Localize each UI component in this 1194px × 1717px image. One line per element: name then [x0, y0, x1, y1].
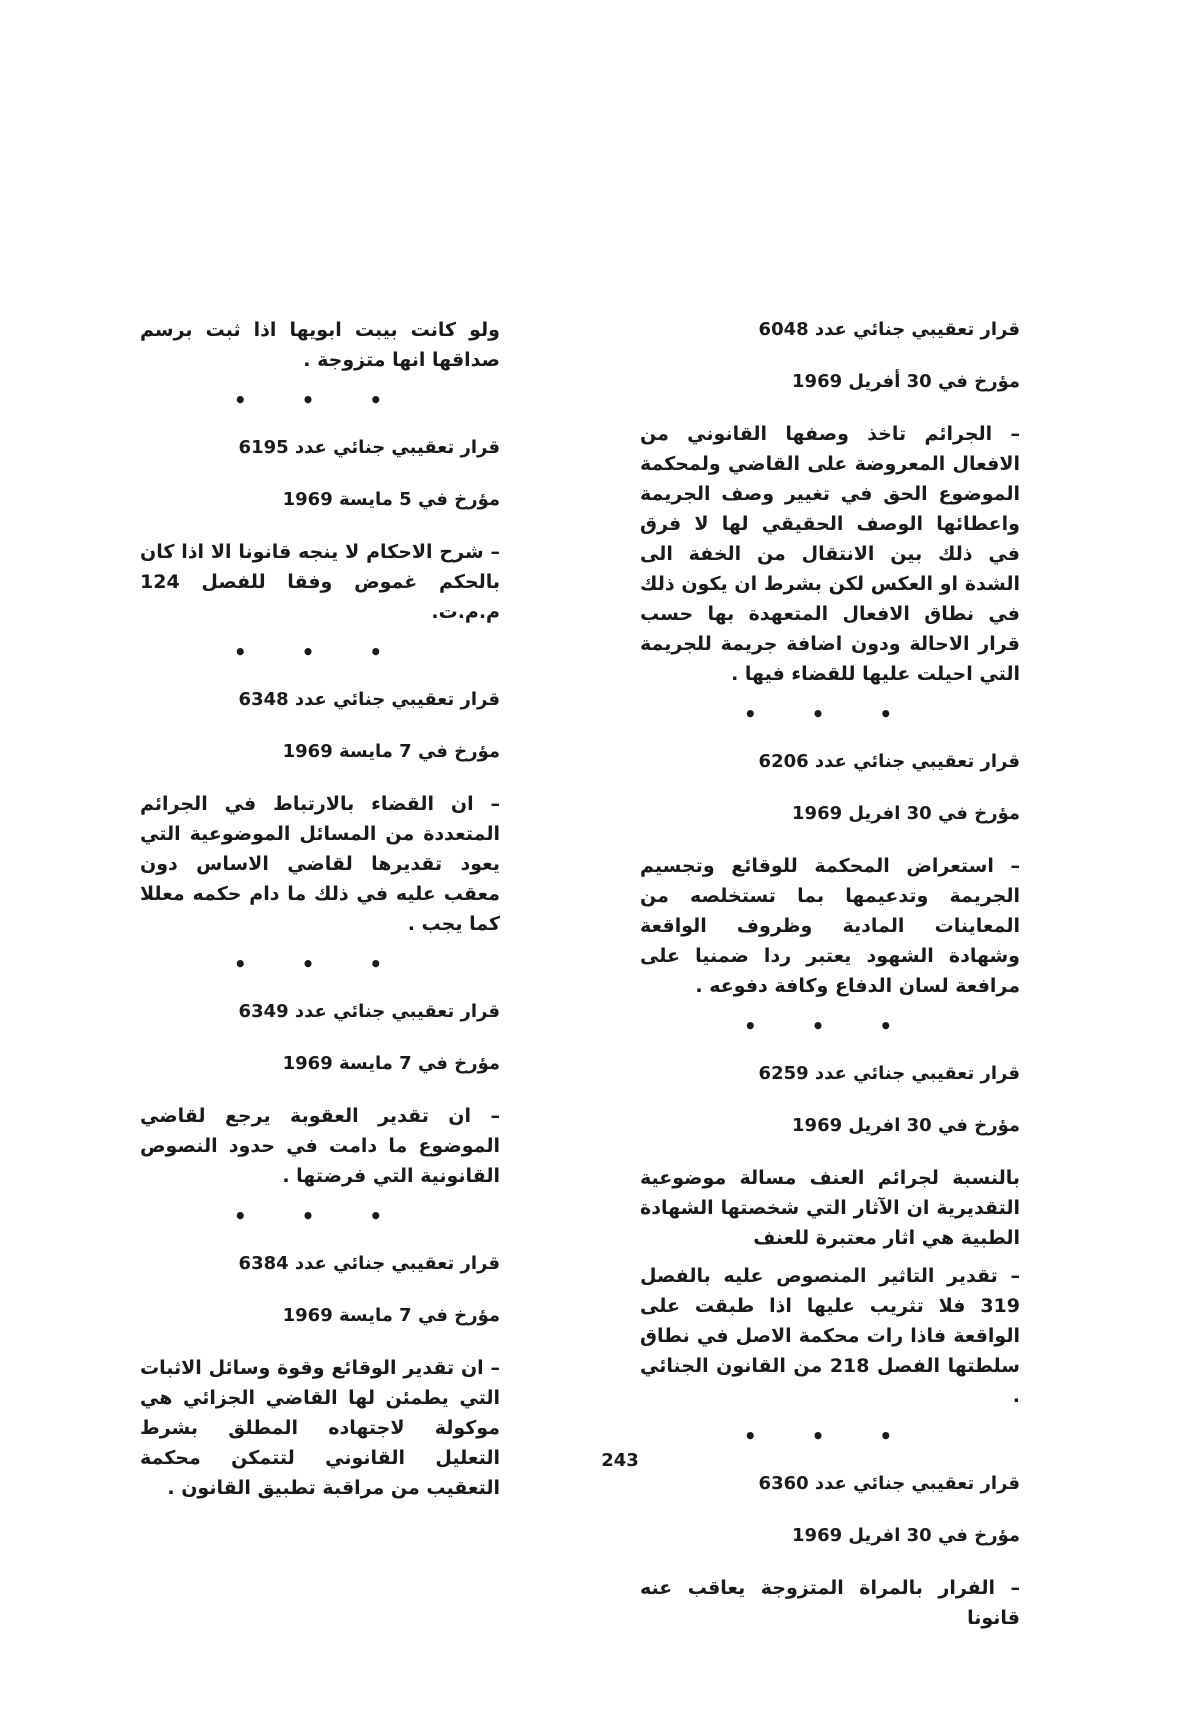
section-separator: • • • [743, 702, 917, 726]
continued-text: ولو كانت بيبت ابويها اذا ثبت برسم صداقها انها متزوجة . [140, 319, 500, 371]
ruling-heading: قرار تعقيبي جنائي عدد 6206 [758, 751, 1020, 772]
ruling-entry [640, 1469, 1020, 1633]
ruling-date: مؤرخ في 30 افريل 1969 [792, 1525, 1020, 1546]
ruling-entry [140, 433, 500, 627]
section-separator: • • • [233, 1204, 407, 1228]
ruling-text: – شرح الاحكام لا ينجه قانونا الا اذا كان بالحكم غموض وفقا للفصل 124 م.م.ت. [140, 537, 500, 627]
ruling-date: مؤرخ في 30 افريل 1969 [792, 803, 1020, 824]
ruling-heading: قرار تعقيبي جنائي عدد 6195 [238, 437, 500, 458]
ruling-entry [640, 315, 1020, 689]
ruling-date: مؤرخ في 5 مايسة 1969 [282, 489, 500, 510]
ruling-heading: قرار تعقيبي جنائي عدد 6348 [238, 689, 500, 710]
ruling-date: مؤرخ في 7 مايسة 1969 [282, 1053, 500, 1074]
ruling-date: مؤرخ في 7 مايسة 1969 [282, 1305, 500, 1326]
page-number: 243 [601, 1450, 639, 1471]
section-separator: • • • [233, 640, 407, 664]
section-separator: • • • [743, 1424, 917, 1448]
section-separator: • • • [743, 1014, 917, 1038]
ruling-heading: قرار تعقيبي جنائي عدد 6349 [238, 1001, 500, 1022]
ruling-heading: قرار تعقيبي جنائي عدد 6384 [238, 1253, 500, 1274]
ruling-date: مؤرخ في 30 أفريل 1969 [792, 371, 1020, 392]
ruling-text: – استعراض المحكمة للوقائع وتجسيم الجريمة وتدعيمها بما تستخلصه من المعاينات المادية وظروف الواقعة وشهادة الشهود يعتبر ردا ضمنيا على مرافعة لسان الدفاع وكافة دفوعه . [640, 851, 1020, 1001]
ruling-entry [140, 997, 500, 1191]
ruling-text: – ان تقدير العقوبة يرجع لقاضي الموضوع ما دامت في حدود النصوص القانونية التي فرضتها . [140, 1101, 500, 1191]
ruling-entry [140, 685, 500, 939]
ruling-text: – تقدير التاثير المنصوص عليه بالفصل 319 فلا تثريب عليها اذا طبقت على الواقعة فاذا رات محكمة الاصل في نطاق سلطتها الفصل 218 من القانون الجنائي . [640, 1261, 1020, 1411]
ruling-date: مؤرخ في 30 افريل 1969 [792, 1115, 1020, 1136]
ruling-text: بالنسبة لجرائم العنف مسالة موضوعية التقديرية ان الآثار التي شخصتها الشهادة الطبية هي اثار معتبرة للعنف [640, 1167, 1020, 1249]
ruling-text: – الجرائم تاخذ وصفها القانوني من الافعال المعروضة على القاضي ولمحكمة الموضوع الحق في تغيير وصف الجريمة واعطائها الوصف الحقيقي لها لا فرق في ذلك بين الانتقال من الخفة الى الشدة او العكس لكن بشرط ان يكون ذلك في نطاق الافعال المتعهدة بها حسب قرار الاحالة ودون اضافة جريمة للجريمة التي احيلت عليها للقضاء فيها . [640, 419, 1020, 689]
ruling-entry [640, 1059, 1020, 1411]
ruling-text: – الفرار بالمراة المتزوجة يعاقب عنه قانونا [640, 1573, 1020, 1633]
section-separator: • • • [233, 952, 407, 976]
left-column [140, 315, 500, 1511]
section-separator: • • • [233, 388, 407, 412]
ruling-text: – ان القضاء بالارتباط في الجرائم المتعددة من المسائل الموضوعية التي يعود تقديرها لقاضي الاساس دون معقب عليه في ذلك ما دام حكمه معللا كما يجب . [140, 789, 500, 939]
ruling-date: مؤرخ في 7 مايسة 1969 [282, 741, 500, 762]
ruling-heading: قرار تعقيبي جنائي عدد 6360 [758, 1473, 1020, 1494]
ruling-heading: قرار تعقيبي جنائي عدد 6048 [758, 319, 1020, 340]
ruling-text: – ان تقدير الوقائع وقوة وسائل الاثبات التي يطمئن لها القاضي الجزائي هي موكولة لاجتهاده المطلق بشرط التعليل القانوني لتتمكن محكمة التعقيب من مراقبة تطبيق القانون . [140, 1353, 500, 1503]
right-column [640, 315, 1020, 1641]
ruling-entry [640, 747, 1020, 1001]
ruling-entry [140, 1249, 500, 1503]
ruling-heading: قرار تعقيبي جنائي عدد 6259 [758, 1063, 1020, 1084]
